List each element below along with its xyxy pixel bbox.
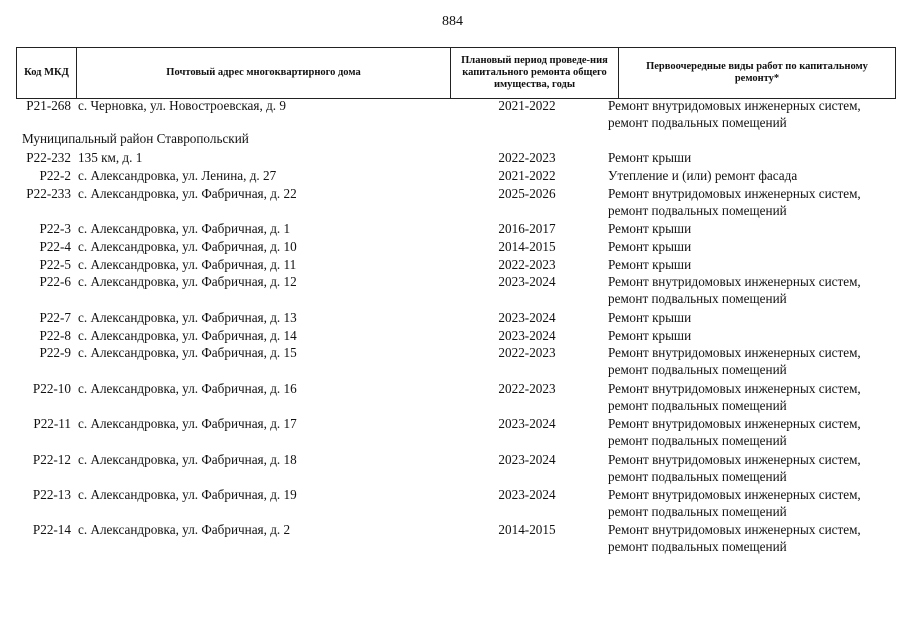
row-code: Р22-11: [33, 416, 71, 431]
row-code: Р22-3: [39, 221, 71, 236]
row-address: с. Александровка, ул. Фабричная, д. 22: [78, 186, 297, 201]
row-code: Р21-268: [26, 98, 71, 113]
row-address: с. Александровка, ул. Фабричная, д. 11: [78, 257, 297, 272]
row-code: Р22-6: [39, 274, 71, 289]
row-address: с. Александровка, ул. Фабричная, д. 18: [78, 452, 297, 467]
row-code: Р22-233: [26, 186, 71, 201]
row-address: с. Александровка, ул. Фабричная, д. 12: [78, 274, 297, 289]
row-address: с. Александровка, ул. Фабричная, д. 2: [78, 522, 291, 537]
row-code: Р22-13: [32, 487, 71, 502]
row-works: Ремонт крыши: [608, 221, 692, 236]
row-period: 2021-2022: [498, 98, 556, 113]
row-period: 2022-2023: [498, 381, 556, 396]
row-code: Р22-12: [32, 452, 71, 467]
row-address: с. Александровка, ул. Фабричная, д. 13: [78, 310, 297, 325]
row-address: с. Александровка, ул. Фабричная, д. 10: [78, 239, 297, 254]
row-works: Ремонт внутридомовых инженерных систем, ремонт подвальных помещений: [608, 345, 861, 377]
row-works: Ремонт внутридомовых инженерных систем, ремонт подвальных помещений: [608, 98, 861, 130]
row-works: Ремонт внутридомовых инженерных систем, ремонт подвальных помещений: [608, 487, 861, 519]
row-period: 2023-2024: [498, 487, 556, 502]
row-period: 2021-2022: [498, 168, 556, 183]
header-address: Почтовый адрес многоквартирного дома: [77, 48, 451, 98]
header-code: Код МКД: [17, 48, 77, 98]
row-code: Р22-5: [39, 257, 71, 272]
row-period: 2022-2023: [498, 257, 556, 272]
row-works: Ремонт крыши: [608, 239, 692, 254]
row-period: 2025-2026: [498, 186, 556, 201]
row-code: Р22-10: [32, 381, 71, 396]
row-address: с. Александровка, ул. Фабричная, д. 15: [78, 345, 297, 360]
row-works: Ремонт крыши: [608, 310, 692, 325]
row-period: 2016-2017: [498, 221, 556, 236]
header-period: Плановый период проведе-ния капитального ремонта общего имущества, годы: [451, 48, 619, 98]
row-address: 135 км, д. 1: [78, 150, 143, 165]
row-address: с. Александровка, ул. Фабричная, д. 14: [78, 328, 297, 343]
row-period: 2014-2015: [498, 239, 556, 254]
row-code: Р22-8: [39, 328, 71, 343]
row-period: 2023-2024: [498, 452, 556, 467]
row-address: с. Александровка, ул. Фабричная, д. 1: [78, 221, 291, 236]
row-code: Р22-14: [32, 522, 71, 537]
row-address: с. Черновка, ул. Новостроевская, д. 9: [78, 98, 286, 113]
row-code: Р22-9: [39, 345, 71, 360]
row-period: 2022-2023: [498, 345, 556, 360]
row-works: Ремонт внутридомовых инженерных систем, ремонт подвальных помещений: [608, 452, 861, 484]
row-works: Ремонт внутридомовых инженерных систем, ремонт подвальных помещений: [608, 381, 861, 413]
row-period: 2022-2023: [498, 150, 556, 165]
page-number: 884: [442, 14, 463, 29]
row-code: Р22-232: [26, 150, 71, 165]
row-works: Ремонт крыши: [608, 257, 692, 272]
row-period: 2023-2024: [498, 274, 556, 289]
row-works: Ремонт внутридомовых инженерных систем, ремонт подвальных помещений: [608, 186, 861, 218]
row-period: 2023-2024: [498, 328, 556, 343]
row-address: с. Александровка, ул. Ленина, д. 27: [78, 168, 277, 183]
row-address: с. Александровка, ул. Фабричная, д. 16: [78, 381, 297, 396]
header-works: Первоочередные виды работ по капитальному ремонту*: [619, 48, 896, 98]
row-works: Ремонт крыши: [608, 328, 692, 343]
row-works: Ремонт внутридомовых инженерных систем, ремонт подвальных помещений: [608, 274, 861, 306]
row-code: Р22-4: [39, 239, 71, 254]
row-address: с. Александровка, ул. Фабричная, д. 17: [78, 416, 297, 431]
section-title: Муниципальный район Ставропольский: [22, 131, 249, 146]
row-works: Ремонт внутридомовых инженерных систем, ремонт подвальных помещений: [608, 416, 861, 448]
row-works: Утепление и (или) ремонт фасада: [608, 168, 798, 183]
row-code: Р22-7: [39, 310, 71, 325]
row-address: с. Александровка, ул. Фабричная, д. 19: [78, 487, 297, 502]
row-period: 2023-2024: [498, 310, 556, 325]
row-code: Р22-2: [39, 168, 71, 183]
row-works: Ремонт крыши: [608, 150, 692, 165]
row-period: 2023-2024: [498, 416, 556, 431]
row-period: 2014-2015: [498, 522, 556, 537]
row-works: Ремонт внутридомовых инженерных систем, ремонт подвальных помещений: [608, 522, 861, 554]
